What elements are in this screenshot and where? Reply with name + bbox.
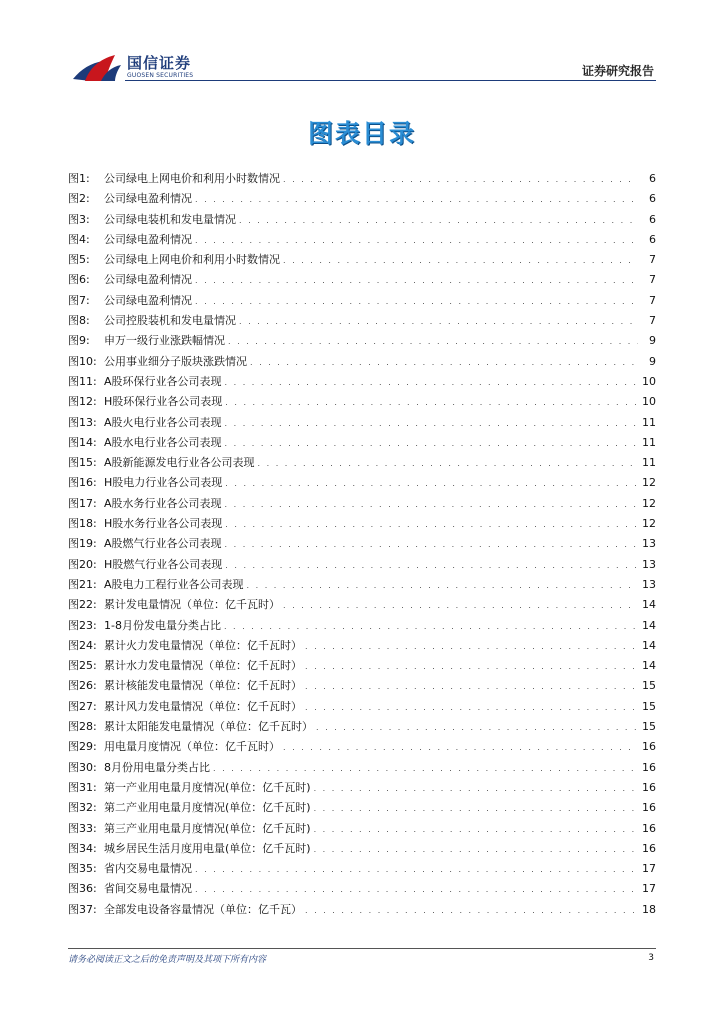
toc-dot-leader: [195, 195, 638, 204]
toc-entry-title: H股电力行业各公司表现: [104, 476, 223, 490]
toc-entry-page: 10: [642, 395, 656, 409]
toc-dot-leader: [225, 500, 638, 509]
toc-dot-leader: [225, 419, 638, 428]
toc-entry-page: 17: [642, 862, 656, 876]
toc-entry-page: 11: [642, 415, 656, 429]
page-number: 3: [648, 953, 654, 963]
toc-dot-leader: [239, 216, 638, 225]
toc-entry-number: 图31:: [68, 780, 97, 794]
toc-dot-leader: [225, 398, 638, 407]
toc-entry-title: 省间交易电量情况: [104, 882, 192, 896]
toc-entry-number: 图9:: [68, 334, 90, 348]
toc-entry-number: 图21:: [68, 577, 97, 591]
toc-entry-title: 公司绿电盈利情况: [104, 293, 192, 307]
toc-entry-title: A股燃气行业各公司表现: [104, 537, 222, 551]
toc-entry[interactable]: [68, 840, 656, 860]
toc-dot-leader: [316, 723, 638, 732]
toc-entry-title: 公司绿电上网电价和利用小时数情况: [104, 253, 280, 267]
toc-entry[interactable]: [68, 637, 656, 657]
header-divider: [125, 80, 656, 81]
toc-dot-leader: [195, 885, 638, 894]
toc-entry-page: 9: [649, 354, 656, 368]
toc-entry-title: A股环保行业各公司表现: [104, 374, 222, 388]
toc-entry-title: 公司绿电盈利情况: [104, 192, 192, 206]
toc-entry-title: H股水务行业各公司表现: [104, 517, 223, 531]
toc-entry-title: 累计太阳能发电量情况（单位：亿千瓦时）: [104, 720, 313, 734]
toc-entry-number: 图27:: [68, 699, 97, 713]
toc-entry-page: 16: [642, 780, 656, 794]
toc-entry[interactable]: [68, 698, 656, 718]
toc-entry-title: 1-8月份发电量分类占比: [104, 618, 221, 632]
toc-entry-page: 7: [649, 293, 656, 307]
toc-entry[interactable]: [68, 779, 656, 799]
toc-entry-title: 公司控股装机和发电量情况: [104, 314, 236, 328]
toc-dot-leader: [239, 317, 638, 326]
toc-entry-number: 图6:: [68, 273, 90, 287]
toc-entry-title: 累计水力发电量情况（单位：亿千瓦时）: [104, 659, 302, 673]
toc-entry-page: 15: [642, 720, 656, 734]
toc-entry-page: 6: [649, 172, 656, 185]
toc-entry-page: 9: [649, 334, 656, 348]
toc-entry[interactable]: [68, 860, 656, 880]
toc-entry[interactable]: [68, 292, 656, 312]
toc-dot-leader: [213, 764, 638, 773]
toc-dot-leader: [225, 479, 638, 488]
toc-dot-leader: [283, 256, 638, 265]
toc-dot-leader: [314, 825, 638, 834]
toc-entry-number: 图14:: [68, 435, 97, 449]
toc-entry[interactable]: [68, 901, 656, 921]
toc-entry[interactable]: [68, 251, 656, 271]
toc-entry-number: 图20:: [68, 557, 97, 571]
toc-entry-page: 16: [642, 801, 656, 815]
toc-entry[interactable]: [68, 759, 656, 779]
toc-dot-leader: [195, 297, 638, 306]
toc-dot-leader: [195, 276, 638, 285]
toc-entry-page: 14: [642, 598, 656, 612]
toc-entry-title: 公司绿电盈利情况: [104, 232, 192, 246]
toc-entry-title: A股水务行业各公司表现: [104, 496, 222, 510]
toc-entry-page: 15: [642, 699, 656, 713]
toc-entry[interactable]: [68, 353, 656, 373]
footer-divider: [68, 948, 656, 949]
toc-entry-number: 图24:: [68, 638, 97, 652]
toc-entry-page: 14: [642, 638, 656, 652]
toc-entry-number: 图13:: [68, 415, 97, 429]
toc-entry-title: H股环保行业各公司表现: [104, 395, 223, 409]
toc-entry-number: 图22:: [68, 598, 97, 612]
toc-dot-leader: [305, 682, 638, 691]
toc-entry-page: 6: [649, 192, 656, 206]
table-of-figures: [68, 170, 656, 921]
toc-entry-number: 图18:: [68, 517, 97, 531]
toc-entry-title: 公司绿电装机和发电量情况: [104, 212, 236, 226]
toc-entry[interactable]: [68, 190, 656, 210]
toc-dot-leader: [283, 601, 638, 610]
toc-entry-number: 图4:: [68, 232, 90, 246]
toc-dot-leader: [283, 175, 638, 184]
toc-entry-number: 图36:: [68, 882, 97, 896]
toc-entry-number: 图35:: [68, 862, 97, 876]
toc-entry-title: 累计核能发电量情况（单位：亿千瓦时）: [104, 679, 302, 693]
toc-entry[interactable]: [68, 556, 656, 576]
toc-entry-title: 累计风力发电量情况（单位：亿千瓦时）: [104, 699, 302, 713]
toc-entry-page: 12: [642, 496, 656, 510]
toc-entry-title: 全部发电设备容量情况（单位：亿千瓦）: [104, 902, 302, 916]
toc-entry-title: 第一产业用电量月度情况(单位：亿千瓦时): [104, 780, 311, 794]
brand-name-english: GUOSEN SECURITIES: [127, 72, 194, 79]
toc-dot-leader: [195, 865, 638, 874]
toc-entry-title: A股火电行业各公司表现: [104, 415, 222, 429]
toc-entry-number: 图12:: [68, 395, 97, 409]
toc-entry-page: 14: [642, 618, 656, 632]
toc-entry[interactable]: [68, 576, 656, 596]
toc-entry-number: 图5:: [68, 253, 90, 267]
toc-entry-page: 11: [642, 456, 656, 470]
toc-dot-leader: [225, 439, 638, 448]
toc-entry-page: 12: [642, 517, 656, 531]
toc-entry[interactable]: [68, 312, 656, 332]
toc-dot-leader: [250, 358, 638, 367]
toc-entry[interactable]: [68, 820, 656, 840]
toc-entry-number: 图34:: [68, 841, 97, 855]
toc-entry-page: 6: [649, 212, 656, 226]
toc-dot-leader: [258, 459, 638, 468]
toc-entry-page: 13: [642, 537, 656, 551]
toc-entry[interactable]: [68, 718, 656, 738]
toc-entry-title: H股燃气行业各公司表现: [104, 557, 223, 571]
toc-entry-title: 累计火力发电量情况（单位：亿千瓦时）: [104, 638, 302, 652]
toc-entry-number: 图2:: [68, 192, 90, 206]
toc-dot-leader: [225, 378, 638, 387]
toc-entry-page: 16: [642, 760, 656, 774]
toc-entry[interactable]: [68, 657, 656, 677]
toc-entry-number: 图7:: [68, 293, 90, 307]
toc-entry-page: 12: [642, 476, 656, 490]
toc-entry-page: 17: [642, 882, 656, 896]
toc-entry-page: 6: [649, 232, 656, 246]
toc-entry-number: 图3:: [68, 212, 90, 226]
toc-entry-number: 图29:: [68, 740, 97, 754]
toc-entry-title: 第二产业用电量月度情况(单位：亿千瓦时): [104, 801, 311, 815]
toc-dot-leader: [305, 906, 638, 915]
toc-entry-page: 7: [649, 253, 656, 267]
toc-entry[interactable]: [68, 373, 656, 393]
toc-dot-leader: [228, 337, 638, 346]
toc-entry[interactable]: [68, 474, 656, 494]
toc-entry-title: A股新能源发电行业各公司表现: [104, 456, 255, 470]
toc-entry-page: 7: [649, 314, 656, 328]
toc-entry-page: 10: [642, 374, 656, 388]
toc-dot-leader: [225, 540, 638, 549]
toc-entry[interactable]: [68, 231, 656, 251]
toc-entry-title: 用电量月度情况（单位：亿千瓦时）: [104, 740, 280, 754]
toc-entry-number: 图37:: [68, 902, 97, 916]
toc-entry-number: 图16:: [68, 476, 97, 490]
toc-entry[interactable]: [68, 535, 656, 555]
toc-entry-number: 图19:: [68, 537, 97, 551]
toc-entry-page: 7: [649, 273, 656, 287]
toc-entry-number: 图30:: [68, 760, 97, 774]
toc-entry-page: 11: [642, 435, 656, 449]
toc-entry-page: 16: [642, 841, 656, 855]
toc-dot-leader: [195, 236, 638, 245]
page-title: 图表目录: [307, 119, 416, 148]
toc-entry[interactable]: [68, 738, 656, 758]
toc-entry-number: 图26:: [68, 679, 97, 693]
toc-entry-title: 累计发电量情况（单位：亿千瓦时）: [104, 598, 280, 612]
toc-entry-title: A股电力工程行业各公司表现: [104, 577, 244, 591]
toc-entry[interactable]: [68, 799, 656, 819]
toc-dot-leader: [305, 642, 638, 651]
toc-entry-number: 图33:: [68, 821, 97, 835]
toc-entry-title: 省内交易电量情况: [104, 862, 192, 876]
toc-entry-title: 城乡居民生活月度用电量(单位：亿千瓦时): [104, 841, 311, 855]
toc-entry[interactable]: [68, 271, 656, 291]
toc-entry[interactable]: [68, 495, 656, 515]
toc-dot-leader: [305, 662, 638, 671]
toc-entry[interactable]: [68, 393, 656, 413]
brand-name: 国信证券: [127, 54, 192, 72]
report-type-label: 证券研究报告: [581, 64, 654, 78]
toc-entry-page: 18: [642, 902, 656, 916]
toc-entry[interactable]: [68, 596, 656, 616]
toc-entry-number: 图28:: [68, 720, 97, 734]
toc-entry-page: 13: [642, 557, 656, 571]
toc-entry-title: 申万一级行业涨跌幅情况: [104, 334, 225, 348]
toc-entry-number: 图25:: [68, 659, 97, 673]
toc-entry-page: 14: [642, 659, 656, 673]
toc-entry-number: 图17:: [68, 496, 97, 510]
toc-entry[interactable]: [68, 414, 656, 434]
toc-entry-number: 图11:: [68, 374, 97, 388]
guosen-logo-icon: [71, 51, 123, 85]
toc-entry-number: 图1:: [68, 172, 90, 185]
toc-entry[interactable]: [68, 880, 656, 900]
toc-entry[interactable]: [68, 617, 656, 637]
toc-entry-page: 15: [642, 679, 656, 693]
toc-dot-leader: [247, 581, 638, 590]
toc-dot-leader: [283, 743, 638, 752]
toc-entry-number: 图32:: [68, 801, 97, 815]
toc-dot-leader: [305, 703, 638, 712]
toc-dot-leader: [314, 845, 638, 854]
toc-entry-title: 公司绿电上网电价和利用小时数情况: [104, 172, 280, 185]
toc-entry[interactable]: [68, 677, 656, 697]
toc-dot-leader: [224, 622, 638, 631]
toc-entry-number: 图15:: [68, 456, 97, 470]
toc-entry[interactable]: [68, 170, 656, 190]
toc-entry-page: 16: [642, 740, 656, 754]
toc-entry-page: 13: [642, 577, 656, 591]
toc-entry-number: 图10:: [68, 354, 97, 368]
disclaimer-note: 请务必阅读正文之后的免责声明及其项下所有内容: [68, 955, 267, 965]
toc-entry[interactable]: [68, 332, 656, 352]
toc-entry-number: 图23:: [68, 618, 97, 632]
toc-entry[interactable]: [68, 454, 656, 474]
toc-entry-number: 图8:: [68, 314, 90, 328]
toc-entry-title: A股水电行业各公司表现: [104, 435, 222, 449]
toc-dot-leader: [314, 784, 638, 793]
toc-entry[interactable]: [68, 434, 656, 454]
toc-entry-title: 8月份用电量分类占比: [104, 760, 210, 774]
toc-dot-leader: [314, 804, 638, 813]
toc-entry-page: 16: [642, 821, 656, 835]
toc-dot-leader: [225, 561, 638, 570]
toc-entry-title: 公司绿电盈利情况: [104, 273, 192, 287]
toc-entry-title: 第三产业用电量月度情况(单位：亿千瓦时): [104, 821, 311, 835]
toc-entry-title: 公用事业细分子版块涨跌情况: [104, 354, 247, 368]
toc-entry[interactable]: [68, 211, 656, 231]
toc-dot-leader: [225, 520, 638, 529]
toc-entry[interactable]: [68, 515, 656, 535]
